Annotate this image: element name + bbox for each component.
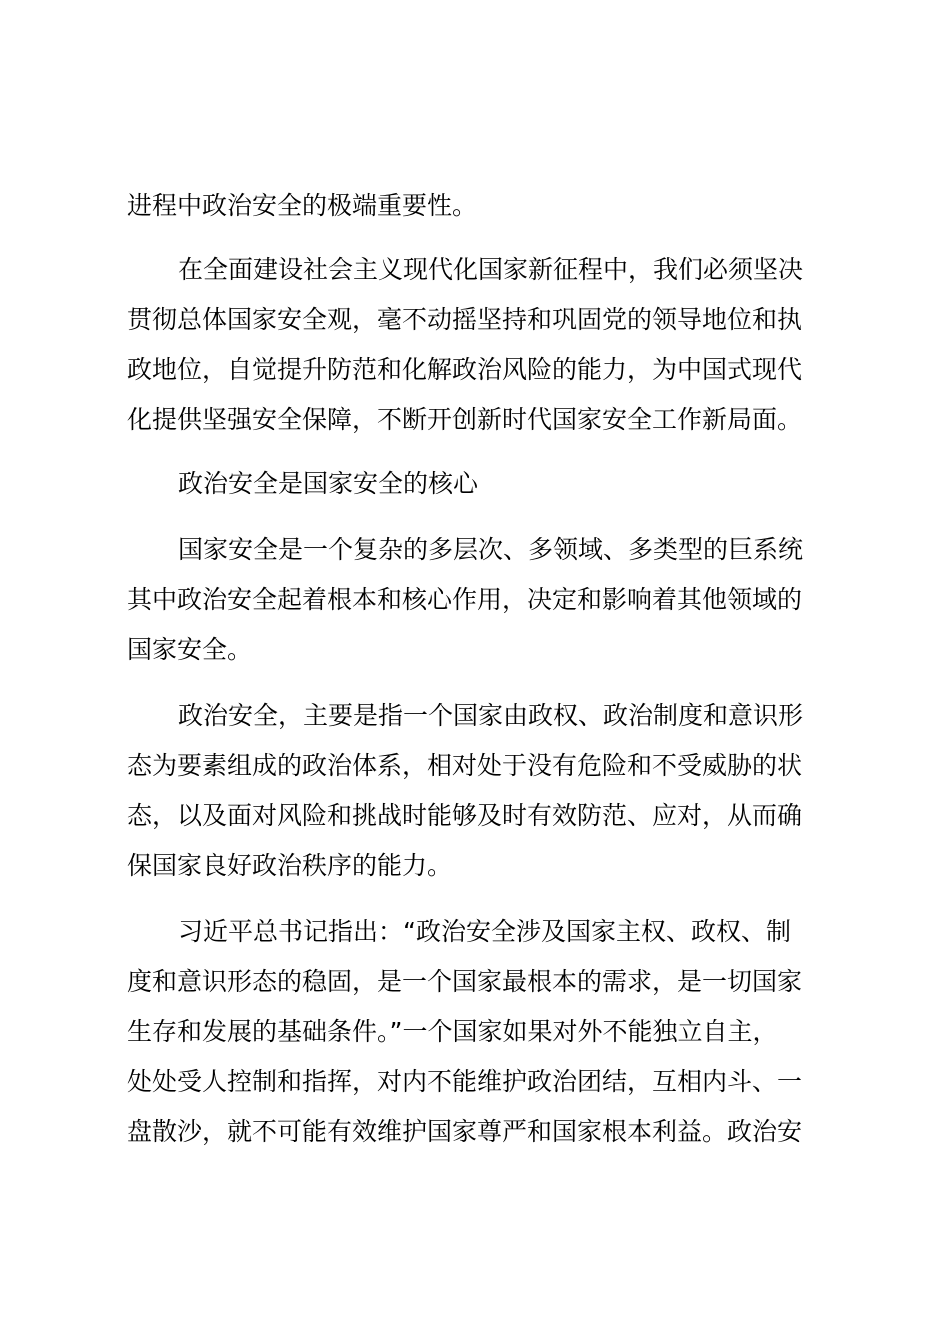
heading-text: 政治安全是国家安全的核心	[178, 469, 479, 498]
paragraph-5-line-2	[0, 746, 950, 786]
text-line: 政地位，自觉提升防范和化解政治风险的能力，为中国式现代	[127, 355, 803, 384]
paragraph-6-line-1	[0, 912, 950, 952]
paragraph-5-line-4	[0, 846, 950, 886]
text-line: 态，以及面对风险和挑战时能够及时有效防范、应对，从而确	[127, 801, 803, 830]
text-line: 国家安全是一个复杂的多层次、多领域、多类型的巨系统	[178, 535, 804, 564]
paragraph-2-line-1	[0, 250, 950, 290]
text-line: 其中政治安全起着根本和核心作用，决定和影响着其他领域的	[127, 585, 803, 614]
text-line: 生存和发展的基础条件。”一个国家如果对外不能独立自主，	[127, 1017, 778, 1046]
text-line: 政治安全，主要是指一个国家由政权、政治制度和意识形	[178, 701, 804, 730]
text-line: 处处受人控制和指挥，对内不能维护政治团结，互相内斗、一	[127, 1067, 803, 1096]
text-line: 度和意识形态的稳固，是一个国家最根本的需求，是一切国家	[127, 967, 803, 996]
text-line: 贯彻总体国家安全观，毫不动摇坚持和巩固党的领导地位和执	[127, 305, 803, 334]
text-line: 盘散沙，就不可能有效维护国家尊严和国家根本利益。政治安	[127, 1117, 803, 1146]
paragraph-4-line-3	[0, 630, 950, 670]
text-line: 态为要素组成的政治体系，相对处于没有危险和不受威胁的状	[127, 751, 803, 780]
section-heading	[0, 464, 950, 504]
paragraph-2-line-4	[0, 400, 950, 440]
paragraph-5-line-3	[0, 796, 950, 836]
text-line: 习近平总书记指出：“政治安全涉及国家主权、政权、制	[178, 917, 791, 946]
paragraph-6-line-4	[0, 1062, 950, 1102]
paragraph-6-line-2	[0, 962, 950, 1002]
paragraph-4-line-2	[0, 580, 950, 620]
paragraph-5-line-1	[0, 696, 950, 736]
paragraph-1-line-1	[0, 186, 950, 226]
text-line: 化提供坚强安全保障，不断开创新时代国家安全工作新局面。	[127, 405, 803, 434]
text-line: 在全面建设社会主义现代化国家新征程中，我们必须坚决	[178, 255, 804, 284]
text-line: 保国家良好政治秩序的能力。	[127, 851, 453, 880]
paragraph-2-line-2	[0, 300, 950, 340]
paragraph-6-line-5	[0, 1112, 950, 1152]
paragraph-6-line-3	[0, 1012, 950, 1052]
paragraph-2-line-3	[0, 350, 950, 390]
text-line: 国家安全。	[127, 635, 253, 664]
text-line: 进程中政治安全的极端重要性。	[127, 191, 478, 220]
paragraph-4-line-1	[0, 530, 950, 570]
